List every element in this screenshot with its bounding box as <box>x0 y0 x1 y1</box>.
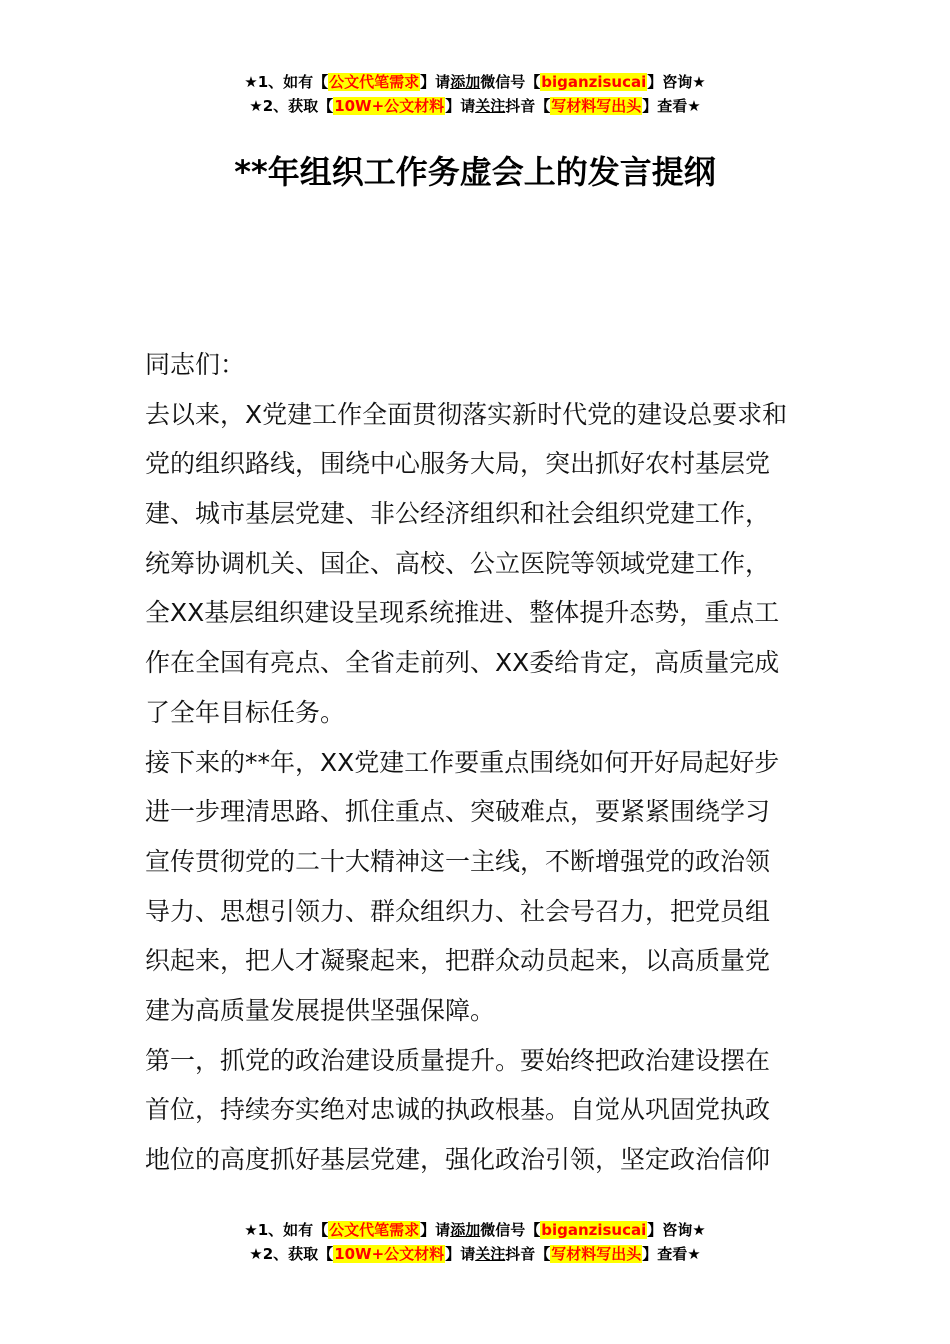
body-line: 导力、思想引领力、群众组织力、社会号召力，把党员组 <box>145 896 771 926</box>
body-line: 全XX基层组织建设呈现系统推进、整体提升态势，重点工 <box>145 598 780 628</box>
body-line: 接下来的**年，XX党建工作要重点围绕如何开好局起好步 <box>145 747 780 777</box>
promo-highlight: 写材料写出头 <box>551 1245 642 1263</box>
body-line: 党的组织路线，围绕中心服务大局，突出抓好农村基层党 <box>145 449 771 479</box>
body-line: 同志们： <box>145 350 246 379</box>
promo-line-1: ★1、如有【公文代笔需求】请添加微信号【biganzisucai】咨询★ <box>244 73 706 91</box>
body-line: 进一步理清思路、抓住重点、突破难点，要紧紧围绕学习 <box>145 797 771 827</box>
promo-highlight: 写材料写出头 <box>551 97 642 115</box>
promo-highlight: 公文代笔需求 <box>329 73 420 91</box>
footer-promo-banner <box>0 1218 950 1266</box>
promo-highlight: biganzisucai <box>541 73 647 91</box>
promo-line-2: ★2、获取【10W+公文材料】请关注抖音【写材料写出头】查看★ <box>249 1245 701 1263</box>
body-line: 了全年目标任务。 <box>145 697 346 727</box>
promo-line-2: ★2、获取【10W+公文材料】请关注抖音【写材料写出头】查看★ <box>249 97 701 115</box>
body-line: 建、城市基层党建、非公经济组织和社会组织党建工作， <box>145 499 771 529</box>
promo-highlight: biganzisucai <box>541 1221 647 1239</box>
body-line: 第一，抓党的政治建设质量提升。要始终把政治建设摆在 <box>145 1045 771 1075</box>
promo-highlight: 10W+公文材料 <box>334 1245 445 1263</box>
document-body <box>145 340 810 1185</box>
body-line: 地位的高度抓好基层党建，强化政治引领，坚定政治信仰 <box>145 1145 771 1174</box>
body-line: 首位，持续夯实绝对忠诚的执政根基。自觉从巩固党执政 <box>145 1095 771 1125</box>
header-promo-banner <box>0 70 950 118</box>
body-line: 统筹协调机关、国企、高校、公立医院等领域党建工作， <box>145 548 771 578</box>
body-line: 建为高质量发展提供坚强保障。 <box>145 995 496 1025</box>
body-line: 去以来，X党建工作全面贯彻落实新时代党的建设总要求和 <box>145 399 788 429</box>
promo-highlight: 公文代笔需求 <box>329 1221 420 1239</box>
body-line: 织起来，把人才凝聚起来，把群众动员起来，以高质量党 <box>145 946 771 976</box>
promo-highlight: 10W+公文材料 <box>334 97 445 115</box>
document-title: **年组织工作务虚会上的发言提纲 <box>234 153 716 191</box>
promo-line-1: ★1、如有【公文代笔需求】请添加微信号【biganzisucai】咨询★ <box>244 1221 706 1239</box>
body-line: 宣传贯彻党的二十大精神这一主线，不断增强党的政治领 <box>145 846 771 876</box>
body-line: 作在全国有亮点、全省走前列、XX委给肯定，高质量完成 <box>145 648 780 678</box>
